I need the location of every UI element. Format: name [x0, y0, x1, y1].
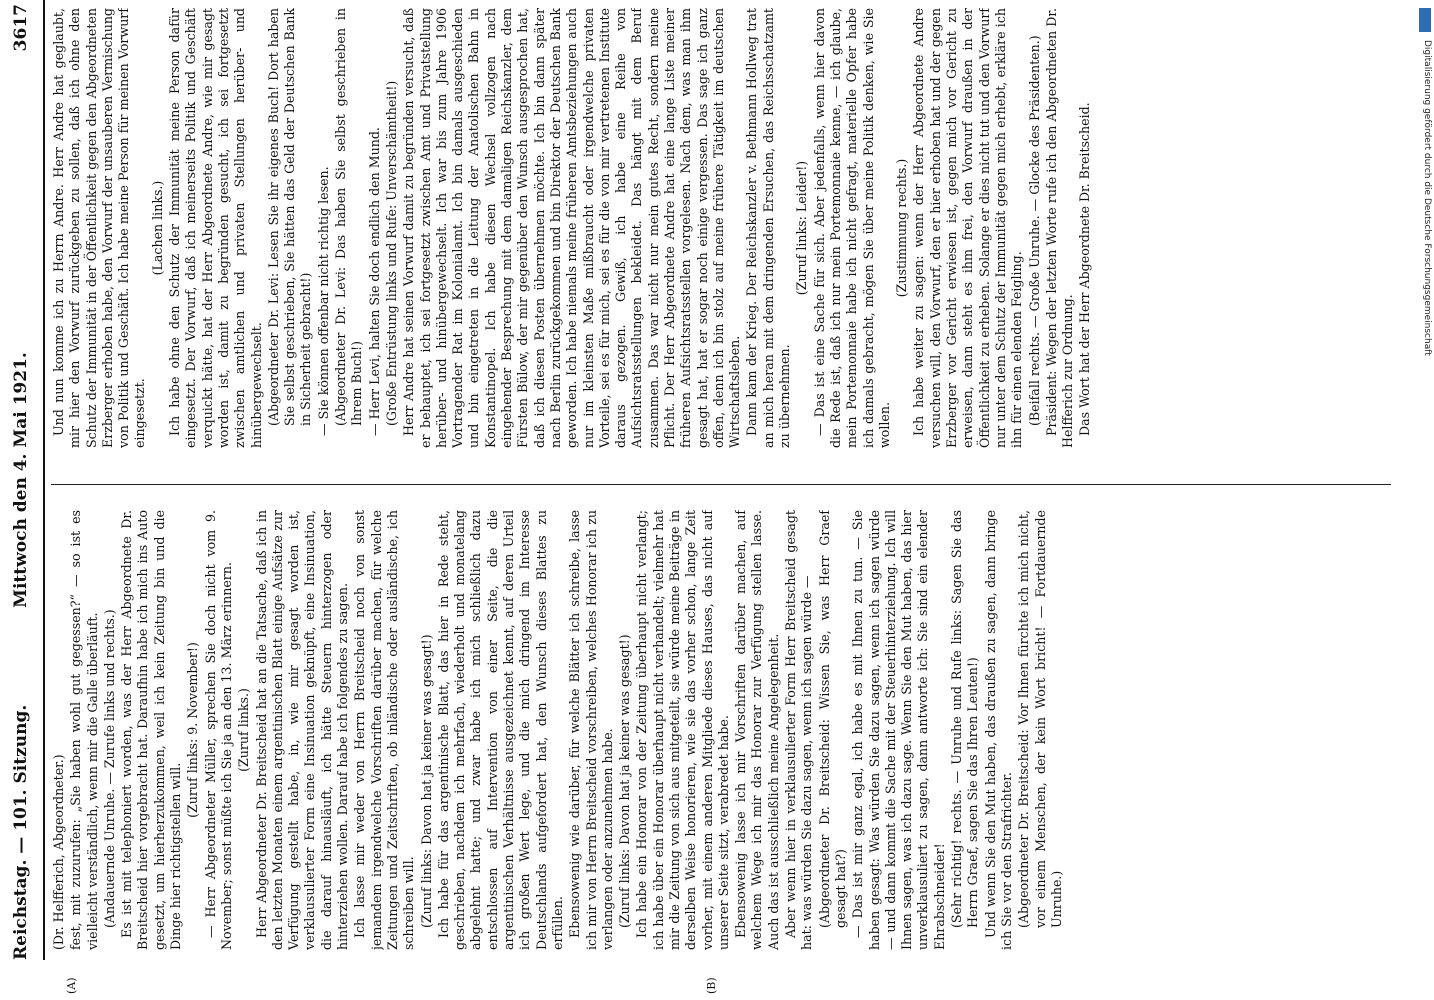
- paragraph: — Herr Levi, halten Sie doch endlich den Mund.: [366, 127, 382, 436]
- paragraph: (Abgeordneter Dr. Breitscheid: Wissen Sie, was Herr Graef gesagt hat?): [816, 510, 848, 928]
- sidebar-credit: Digitalisierung gefördert durch die Deutsche Forschungsgemeinschaft: [1422, 40, 1432, 356]
- paragraph: Ich habe ohne den Schutz der Immunität meine Person dafür eingesetzt. Der Vorwurf, daß ich meinerseits Politik und Geschäft verquickt hätte, hat der Herr Abgeordnete Andre, wie mir gesagt worden ist, damit zu begründen gesucht, ich sei fortgesetzt zwischen amtlichen und privaten Stellungen herüber- und hinübergewechselt.: [167, 8, 264, 448]
- paragraph: (Abgeordneter Dr. Levi: Lesen Sie ihr eigenes Buch! Dort haben Sie selbst geschrieben, Sie hätten das Geld der Deutschen Bank in Sicherheit gebracht!): [265, 8, 314, 426]
- paragraph: Herr Abgeordneter Dr. Breitscheid hat an die Tatsache, daß ich in den letzten Monaten einem argentinischen Blatt einige Aufsätze zur Verfügung gestellt habe, in, wie mir gesagt worden ist, verklausulierter Form eine Insinuation geknüpft, eine Insinuation, die darauf hinausläuft, ich hätte Steuern hinterzogen oder hinterziehen wollen. Darauf habe ich folgendes zu sagen.: [253, 510, 351, 950]
- paragraph: (Beifall rechts. — Große Unruhe. — Glocke des Präsidenten.): [1026, 35, 1042, 426]
- paragraph: (Dr. Helfferich, Abgeordneter.): [51, 754, 66, 950]
- header-center: Mittwoch den 4. Mai 1921.: [11, 352, 31, 608]
- paragraph: — Sie können offenbar nicht richtig lesen.: [315, 166, 331, 436]
- paragraph: (Zuruf links.): [236, 688, 252, 772]
- paragraph: Und nun komme ich zu Herrn Andre. Herr Andre hat geglaubt, mir hier den Vorwurf zurückgeben zu sollen, daß ich ohne den Schutz der Immunität in der Öffentlichkeit gegen den Abgeordneten Erzberger erhoben habe, den Vorwurf der unsauberen Vermischung von Politik und Geschäft. Ich habe meine Person für meinen Vorwurf eingesetzt.: [51, 8, 148, 448]
- paragraph: — Das ist mir ganz egal, ich habe es mit Ihnen zu tun. — Sie haben gesagt: Was würden Sie dazu sagen, wenn ich sagen würde — und dann kommt die Sache mit der Steuerhinterziehung. Ich will Ihnen sagen, was ich dazu sage. Wenn Sie den Mut haben, das hier unverklausuliert zu sagen, dann antworte ich: Sie sind ein elender Ehrabschneider!: [850, 510, 947, 950]
- paragraph: (Abgeordneter Dr. Breitscheid: Vor Ihnen fürchte ich mich nicht, vor einem Menschen, der kein Wort bricht! — Fortdauernde Unruhe.): [1016, 510, 1064, 928]
- paragraph: (Zuruf links: Leider!): [794, 160, 810, 296]
- paragraph: (Große Entrüstung links und Rufe: Unverschämtheit!): [383, 80, 399, 426]
- paragraph: (Zuruf links: Davon hat ja keiner was gesagt!): [418, 634, 434, 928]
- page-header: [5, 0, 45, 960]
- paragraph: (Zuruf links: 9. November!): [185, 642, 201, 818]
- paragraph: Das Wort hat der Herr Abgeordnete Dr. Breitscheid.: [1077, 102, 1093, 436]
- paragraph: Aber wenn hier in verklausulierter Form Herr Breitscheid gesagt hat: was würden Sie dazu sagen, wenn ich sagen würde —: [783, 510, 815, 950]
- newspaper-page: [5, 0, 1410, 994]
- paragraph: Ich lasse mir weder von Herrn Breitscheid noch von sonst jemandem irgendwelche Vorschriften darüber machen, für welche Zeitungen und Zeitschriften, ob inländische oder ausländische, ich schreiben will.: [352, 510, 417, 950]
- paragraph: Ebensowenig wie darüber, für welche Blätter ich schreibe, lasse ich mir von Herrn Breitscheid vorschreiben, welches Honorar ich zu verlangen oder anzunehmen habe.: [567, 510, 615, 950]
- margin-mark-b: (B): [705, 977, 718, 994]
- paragraph: (Lachen links.): [149, 180, 165, 276]
- paragraph: Es ist mit telephoniert worden, was der Herr Abgeordnete Dr. Breitscheid hier vorgebracht hat. Daraufhin habe ich mich ins Auto gesetzt, um hierherzukommen, weil ich kein Zeitung bin und die Dinge hier richtigstellen will.: [119, 510, 184, 950]
- margin-mark-a: (A): [65, 977, 78, 994]
- paragraph: fest, mit zuzurufen: „Sie haben wohl gut gegessen?“ — so ist es vielleicht verständlich, wenn mir die Galle überläuft.: [68, 510, 100, 950]
- left-column: [51, 510, 1391, 950]
- paragraph: Dann kam der Krieg. Der Reichskanzler v. Bethmann Hollweg trat an mich heran mit dem dringenden Ersuchen, das Reichsschatzamt zu übernehmen.: [744, 8, 793, 448]
- paragraph: (Sehr richtig! rechts. — Unruhe und Rufe links: Sagen Sie das Herrn Graef, sagen Sie das Ihren Leuten!): [949, 510, 981, 928]
- header-left: Reichstag. — 101. Sitzung.: [11, 704, 31, 960]
- paragraph: Ich habe weiter zu sagen: wenn der Herr Abgeordnete Andre versuchen will, den Vorwurf, den er hier erhoben hat und der gegen Erzberger vor Gericht erwiesen ist, gegen mich vor Gericht zu erweisen, dann steht es ihm frei, den Vorwurf draußen in der Öffentlichkeit zu erheben. Solange er dies nicht tut und den Vorwurf nur unter dem Schutz der Immunität gegen mich erhebt, erkläre ich ihn für einen elenden Feigling.: [911, 8, 1025, 448]
- page-number: 3617: [11, 4, 31, 52]
- paragraph: — Das ist eine Sache für sich. Aber jedenfalls, wenn hier davon die Rede ist, daß ich nur mein Portemonnaie kenne, — ich glaube, mein Portemonnaie habe ich nicht gefragt, materielle Opfer habe ich damals gebracht, mögen Sie über meine Politik denken, wie Sie wollen.: [811, 8, 892, 448]
- right-column: [51, 8, 1391, 448]
- column-divider: [51, 484, 1391, 485]
- paragraph: Herr Andre hat seinen Vorwurf damit zu begründen versucht, daß er behauptet, ich sei fortgesetzt zwischen Amt und Privatstellung herüber- und hinübergewechselt. Ich war bis zum Jahre 1906 Vortragender Rat im Kolonialamt. Ich bin damals ausgeschieden und bin eingetreten in die Leitung der Anatolischen Bahn in Konstantinopel. Ich habe diesen Wechsel vollzogen nach eingehender Besprechung mit dem damaligen Reichskanzler, dem Fürsten Bülow, der mir gegenüber den Wunsch ausgesprochen hat, daß ich diesen Posten übernehmen möchte. Ich bin dann später nach Berlin zurückgekommen und bin Direktor der Deutschen Bank geworden. Ich habe niemals meine früheren Amtsbeziehungen auch nur im kleinsten Maße mißbraucht oder irgendwelche privaten Vorteile, sei es für mich, sei es für die von mir vertretenen Institute daraus gezogen. Gewiß, ich habe eine Reihe von Aufsichtsratsstellungen bekleidet. Das hängt mit dem Beruf zusammen. Das war nicht nur mein gutes Recht, sondern meine Pflicht. Der Herr Abgeordnete Andre hat eine lange Liste meiner früheren Aufsichtsratsstellen vorgelesen. Nach dem, was man ihm gesagt hat, hat er sogar noch einige vergessen. Das sage ich ganz offen, denn ich bin stolz auf meine frühere Tätigkeit im deutschen Wirtschaftsleben.: [401, 8, 743, 448]
- paragraph: Ich habe für das argentinische Blatt, das hier in Rede steht, geschrieben, nachdem ich mehrfach, wiederholt und monatelang abgelehnt hatte; und zwar habe ich mich schließlich dazu entschlossen auf Intervention von einer Seite, die die argentinischen Verhältnisse ausgezeichnet kennt, auf deren Urteil ich großen Wert lege, und die mich dringend im Interesse Deutschlands aufgefordert hat, den Wunsch dieses Blattes zu erfüllen.: [435, 510, 565, 950]
- paragraph: (Zustimmung rechts.): [894, 158, 910, 298]
- paragraph: Präsident: Wegen der letzten Worte rufe ich den Abgeordneten Dr. Helfferich zur Ordnung.: [1043, 8, 1076, 448]
- paragraph: (Abgeordneter Dr. Levi: Das haben Sie selbst geschrieben in Ihrem Buch!): [333, 8, 365, 426]
- paragraph: (Zuruf links: Davon hat ja keiner was gesagt!): [617, 634, 633, 928]
- paragraph: — Herr Abgeordneter Müller, sprechen Sie doch nicht vom 9. November; sonst müßte ich Sie ja an den 13. März erinnern.: [202, 510, 234, 950]
- paragraph: Ebensowenig lasse ich mir Vorschriften darüber machen, auf welchem Wege ich mir das Honorar zur Verfügung stellen lasse. Auch das ist ausschließlich meine Angelegenheit.: [733, 510, 781, 950]
- paragraph: Ich habe ein Honorar von der Zeitung überhaupt nicht verlangt; ich habe über ein Honorar überhaupt nicht verhandelt; vielmehr hat mir die Zeitung von sich aus mitgeteilt, sie würde meine Beiträge in derselben Weise honorieren, wie sie das vorher schon, lange Zeit vorher, mit einem anderen Mitgliede dieses Hauses, das nicht auf unserer Seite sitzt, verabredet habe.: [634, 510, 731, 950]
- paragraph: Und wenn Sie den Mut haben, das draußen zu sagen, dann bringe ich Sie vor den Strafrichter.: [982, 510, 1014, 950]
- paragraph: (Andauernde Unruhe. — Zurufe links und rechts.): [101, 609, 117, 928]
- header-rule: [43, 0, 45, 960]
